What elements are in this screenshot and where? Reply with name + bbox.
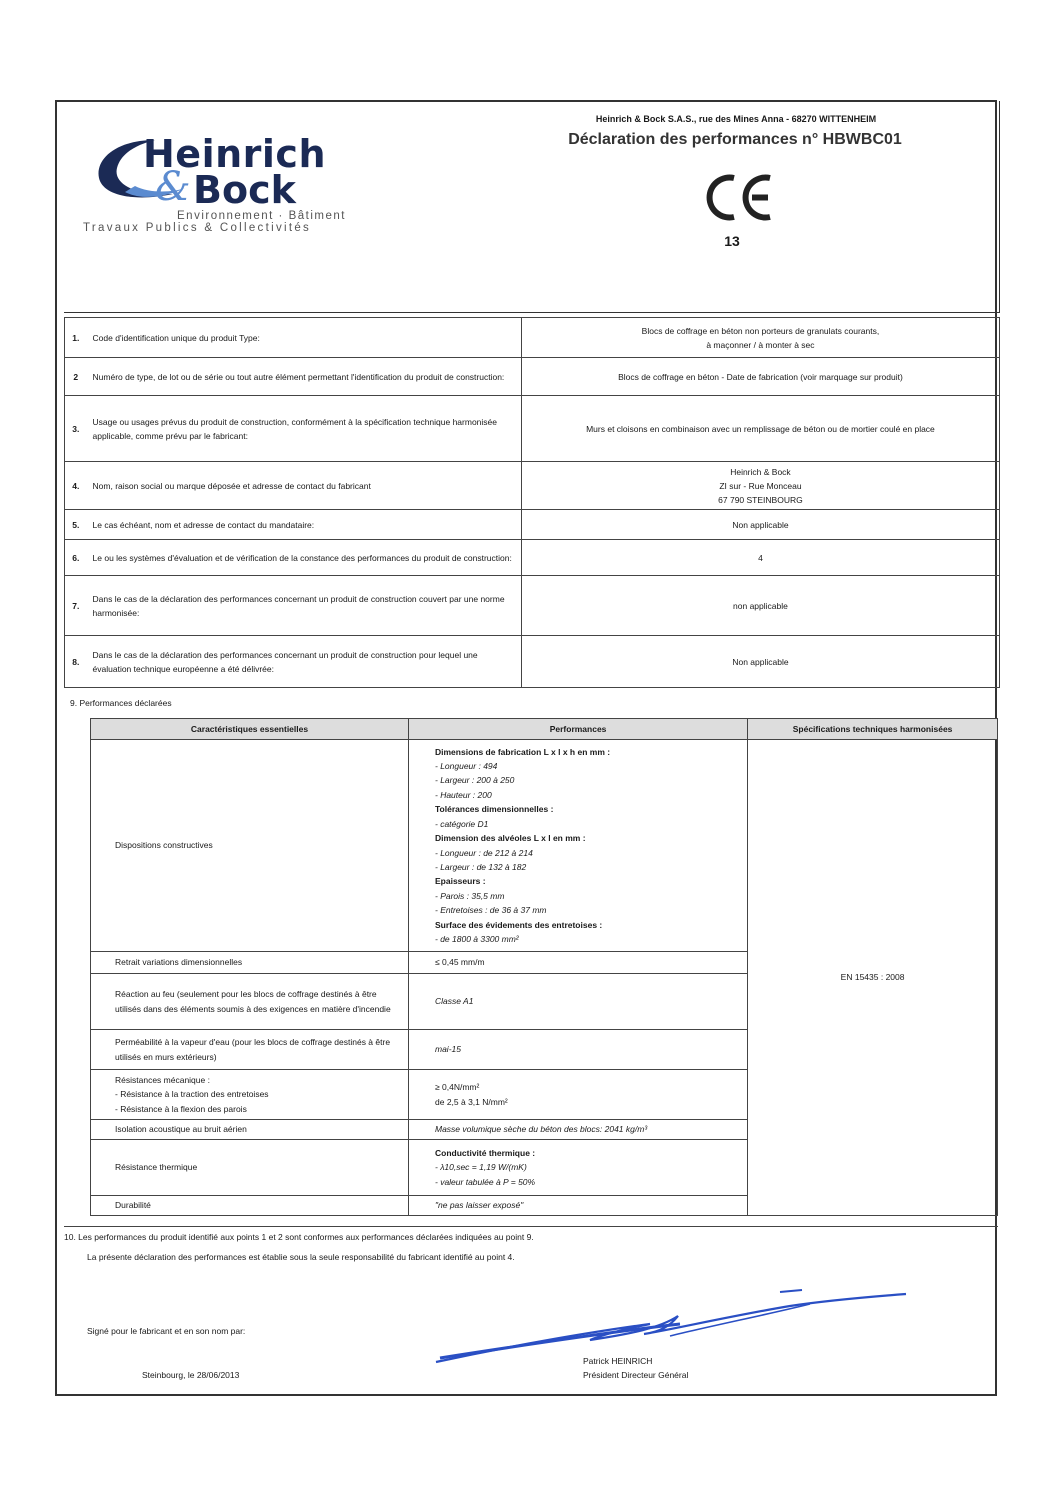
item-answer xyxy=(521,510,999,540)
item-row xyxy=(65,510,1000,540)
characteristic-cell: Retrait variations dimensionnelles xyxy=(91,952,409,974)
performance-line: Tolérances dimensionnelles : xyxy=(435,804,554,815)
performance-column-header: Performances xyxy=(409,719,748,740)
item-number: 2 xyxy=(65,358,87,396)
item-number: 6. xyxy=(65,540,87,576)
responsibility-statement: La présente déclaration des performances est établie sous la seule responsabilité du fabricant identifié au point 4. xyxy=(87,1252,515,1262)
item-question: Le ou les systèmes d'évaluation et de vérification de la constance des performances du produit de construction: xyxy=(87,540,522,576)
signatory-name: Patrick HEINRICH xyxy=(583,1356,653,1366)
performance-line: Classe A1 xyxy=(435,996,474,1007)
item-question: Usage ou usages prévus du produit de construction, conformément à la spécification technique harmonisée applicable, comme prévu par le fabricant: xyxy=(87,396,522,462)
logo-heinrich: Heinrich xyxy=(143,132,326,176)
item-question: Le cas échéant, nom et adresse de contact du mandataire: xyxy=(87,510,522,540)
performance-line: ≤ 0,45 mm/m xyxy=(435,957,485,968)
company-address: Heinrich & Bock S.A.S., rue des Mines Anna - 68270 WITTENHEIM xyxy=(595,114,877,124)
item-answer-line: à maçonner / à monter à sec xyxy=(706,339,815,350)
item-question: Code d'identification unique du produit Type: xyxy=(87,318,522,358)
performance-line: de 2,5 à 3,1 N/mm² xyxy=(435,1096,508,1107)
performance-line: Dimensions de fabrication L x l x h en mm : xyxy=(435,746,611,757)
item-question: Nom, raison social ou marque déposée et adresse de contact du fabricant xyxy=(87,462,522,510)
item-answer-line: 4 xyxy=(758,552,763,563)
performance-row xyxy=(91,740,998,952)
signed-by-label: Signé pour le fabricant et en son nom par: xyxy=(87,1326,246,1336)
ce-mark-icon xyxy=(700,170,780,225)
item-answer-line: Murs et cloisons en combinaison avec un remplissage de béton ou de mortier coulé en place xyxy=(586,423,935,434)
performance-cell xyxy=(409,740,748,952)
performance-cell xyxy=(409,1120,748,1140)
characteristic-cell: Réaction au feu (seulement pour les blocs de coffrage destinés à être utilisés dans des éléments soumis à des exigences en matière d'incendie xyxy=(91,974,409,1030)
item-answer-line: 67 790 STEINBOURG xyxy=(718,494,803,505)
performance-header-row xyxy=(91,719,998,740)
signature-icon xyxy=(430,1286,910,1366)
item-answer xyxy=(521,576,999,636)
performance-cell xyxy=(409,952,748,974)
item-question: Dans le cas de la déclaration des performances concernant un produit de construction pour lequel une évaluation technique européenne a été délivrée: xyxy=(87,636,522,688)
logo-ampersand: & xyxy=(155,164,191,210)
signatory-title: Président Directeur Général xyxy=(583,1370,689,1380)
item-answer-line: Blocs de coffrage en béton non porteurs de granulats courants, xyxy=(641,325,880,336)
item-number: 8. xyxy=(65,636,87,688)
performance-line: - Longueur : 494 xyxy=(435,761,498,772)
characteristic-cell: Dispositions constructives xyxy=(91,740,409,952)
item-question: Numéro de type, de lot ou de série ou tout autre élément permettant l'identification du produit de construction: xyxy=(87,358,522,396)
declaration-items-table xyxy=(64,317,1000,688)
characteristic-cell: Résistance thermique xyxy=(91,1140,409,1196)
performance-line: Epaisseurs : xyxy=(435,876,486,887)
performance-line: Surface des évidements des entretoises : xyxy=(435,919,603,930)
section-10-divider xyxy=(64,1226,998,1227)
logo-bock: Bock xyxy=(193,168,296,212)
item-row xyxy=(65,576,1000,636)
item-row xyxy=(65,540,1000,576)
item-answer-line: Blocs de coffrage en béton - Date de fabrication (voir marquage sur produit) xyxy=(618,371,903,382)
section-9-label: 9. Performances déclarées xyxy=(70,698,172,708)
performance-cell xyxy=(409,1140,748,1196)
performance-line: - valeur tabulée à P = 50% xyxy=(435,1176,536,1187)
performance-cell xyxy=(409,1196,748,1216)
performance-line: - Hauteur : 200 xyxy=(435,789,492,800)
item-number: 5. xyxy=(65,510,87,540)
item-answer xyxy=(521,636,999,688)
item-answer-line: non applicable xyxy=(733,600,788,611)
ce-notified-number: 13 xyxy=(724,233,740,249)
performance-line: - Parois : 35,5 mm xyxy=(435,890,505,901)
performance-line: - λ10,sec = 1,19 W/(mK) xyxy=(435,1162,527,1173)
performance-line: - Longueur : de 212 à 214 xyxy=(435,847,533,858)
characteristic-cell: Durabilité xyxy=(91,1196,409,1216)
company-logo xyxy=(83,128,355,238)
item-number: 1. xyxy=(65,318,87,358)
item-answer xyxy=(521,396,999,462)
performance-line: mai-15 xyxy=(435,1044,461,1055)
characteristic-cell: Résistances mécanique : - Résistance à la traction des entretoises - Résistance à la flexion des parois xyxy=(91,1070,409,1120)
declaration-title: Déclaration des performances n° HBWBC01 xyxy=(568,131,902,148)
item-answer xyxy=(521,462,999,510)
item-number: 4. xyxy=(65,462,87,510)
performance-column-header: Caractéristiques essentielles xyxy=(91,719,409,740)
item-row xyxy=(65,358,1000,396)
logo-tagline-1: Environnement · Bâtiment xyxy=(177,210,346,222)
harmonised-spec-cell: EN 15435 : 2008 xyxy=(748,740,998,1216)
performance-line: - Largeur : 200 à 250 xyxy=(435,775,515,786)
performance-table xyxy=(90,718,998,1216)
performance-line: Masse volumique sèche du béton des blocs: 2041 kg/m³ xyxy=(435,1124,648,1135)
performance-line: Conductivité thermique : xyxy=(435,1147,536,1158)
item-row xyxy=(65,396,1000,462)
item-answer xyxy=(521,358,999,396)
performance-line: - catégorie D1 xyxy=(435,818,489,829)
performance-line: Dimension des alvéoles L x l en mm : xyxy=(435,833,586,844)
item-answer xyxy=(521,540,999,576)
performance-cell xyxy=(409,1070,748,1120)
item-number: 7. xyxy=(65,576,87,636)
performance-cell xyxy=(409,974,748,1030)
item-question: Dans le cas de la déclaration des performances concernant un produit de construction couvert par une norme harmonisée: xyxy=(87,576,522,636)
item-answer-line: Heinrich & Bock xyxy=(730,466,791,477)
performance-cell xyxy=(409,1030,748,1070)
item-answer-line: ZI sur - Rue Monceau xyxy=(719,480,802,491)
performance-column-header: Spécifications techniques harmonisées xyxy=(748,719,998,740)
performance-line: - Largeur : de 132 à 182 xyxy=(435,861,527,872)
performance-line: - Entretoises : de 36 à 37 mm xyxy=(435,905,547,916)
item-number: 3. xyxy=(65,396,87,462)
item-row xyxy=(65,636,1000,688)
item-answer-line: Non applicable xyxy=(732,656,789,667)
item-row xyxy=(65,318,1000,358)
logo-tagline-2: Travaux Publics & Collectivités xyxy=(83,222,312,234)
place-date: Steinbourg, le 28/06/2013 xyxy=(142,1370,240,1380)
conformity-statement: 10. Les performances du produit identifié aux points 1 et 2 sont conformes aux performances déclarées indiquées au point 9. xyxy=(64,1232,534,1242)
performance-line: ≥ 0,4N/mm² xyxy=(435,1082,480,1093)
item-answer-line: Non applicable xyxy=(732,519,789,530)
item-answer xyxy=(521,318,999,358)
performance-line: "ne pas laisser exposé" xyxy=(435,1200,524,1211)
performance-line: - de 1800 à 3300 mm² xyxy=(435,933,519,944)
item-row xyxy=(65,462,1000,510)
characteristic-cell: Isolation acoustique au bruit aérien xyxy=(91,1120,409,1140)
characteristic-cell: Perméabilité à la vapeur d'eau (pour les blocs de coffrage destinés à être utilisés en murs extérieurs) xyxy=(91,1030,409,1070)
